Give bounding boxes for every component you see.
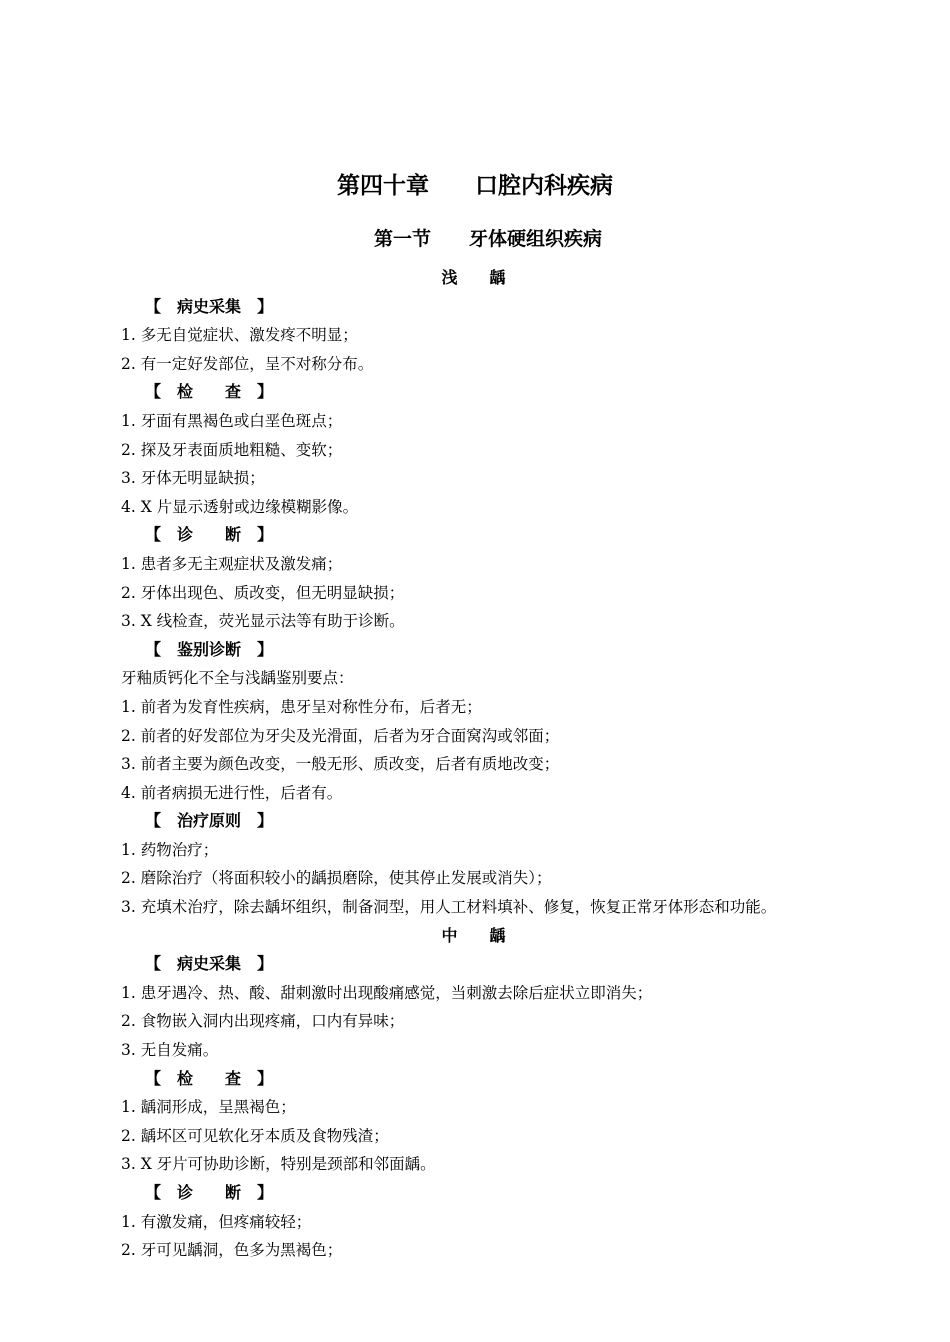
- list-item: 2. 前者的好发部位为牙尖及光滑面，后者为牙合面窝沟或邻面；: [121, 726, 560, 745]
- document-body: [121, 264, 921, 1265]
- heading-diagnosis: 【 诊 断 】: [145, 525, 274, 545]
- list-item: 4. X 片显示透射或边缘模糊影像。: [121, 497, 359, 516]
- list-item: 1. 患者多无主观症状及激发痛；: [121, 554, 343, 573]
- list-item: 3. 无自发痛。: [121, 1041, 219, 1060]
- heading-exam: 【 检 查 】: [145, 1068, 274, 1088]
- list-item: 3. 前者主要为颜色改变，一般无形、质改变，后者有质地改变；: [121, 755, 560, 774]
- subsection-title-moderate-caries: 中 龋: [441, 925, 506, 945]
- section-title: 第一节 牙体硬组织疾病: [373, 228, 602, 250]
- list-item: 1. 多无自觉症状、激发疼不明显；: [121, 326, 358, 345]
- list-item: 1. 牙面有黑褐色或白垩色斑点；: [121, 411, 343, 430]
- list-item: 3. 牙体无明显缺损；: [121, 469, 265, 488]
- list-item: 3. X 牙片可协助诊断，特别是颈部和邻面龋。: [121, 1155, 436, 1174]
- list-item: 2. 探及牙表面质地粗糙、变软；: [121, 440, 343, 459]
- list-item: 1. 龋洞形成，呈黑褐色；: [121, 1098, 296, 1117]
- heading-diagnosis: 【 诊 断 】: [145, 1183, 274, 1202]
- list-item: 1. 患牙遇冷、热、酸、甜刺激时出现酸痛感觉，当刺激去除后症状立即消失；: [121, 983, 653, 1002]
- list-item: 3. 充填术治疗，除去龋坏组织，制备洞型，用人工材料填补、修复，恢复正常牙体形态和功能。: [121, 898, 777, 917]
- list-item: 1. 前者为发育性疾病，患牙呈对称性分布，后者无；: [121, 697, 482, 716]
- list-item: 3. X 线检查，荧光显示法等有助于诊断。: [121, 612, 405, 631]
- chapter-title: 第四十章 口腔内科疾病: [337, 173, 613, 199]
- list-item: 2. 龋坏区可见软化牙本质及食物残渣；: [121, 1126, 389, 1145]
- list-item: 1. 有激发痛，但疼痛较轻；: [121, 1212, 312, 1231]
- list-item: 1. 药物治疗；: [121, 840, 219, 859]
- list-item: 4. 前者病损无进行性，后者有。: [121, 783, 343, 802]
- heading-differential-diagnosis: 【 鉴别诊断 】: [145, 639, 274, 659]
- list-item: 2. 牙可见龋洞，色多为黑褐色；: [121, 1241, 343, 1260]
- paragraph-intro: 牙釉质钙化不全与浅龋鉴别要点：: [121, 669, 354, 688]
- list-item: 2. 磨除治疗（将面积较小的龋损磨除，使其停止发展或消失）；: [121, 869, 552, 888]
- list-item: 2. 有一定好发部位，呈不对称分布。: [121, 354, 374, 373]
- heading-history: 【 病史采集 】: [145, 954, 274, 974]
- heading-history: 【 病史采集 】: [145, 296, 274, 316]
- heading-treatment: 【 治疗原则 】: [145, 811, 274, 831]
- subsection-title-shallow-caries: 浅 龋: [441, 268, 506, 287]
- heading-exam: 【 检 查 】: [145, 382, 274, 402]
- list-item: 2. 食物嵌入洞内出现疼痛，口内有异味；: [121, 1012, 405, 1031]
- list-item: 2. 牙体出现色、质改变，但无明显缺损；: [121, 583, 405, 602]
